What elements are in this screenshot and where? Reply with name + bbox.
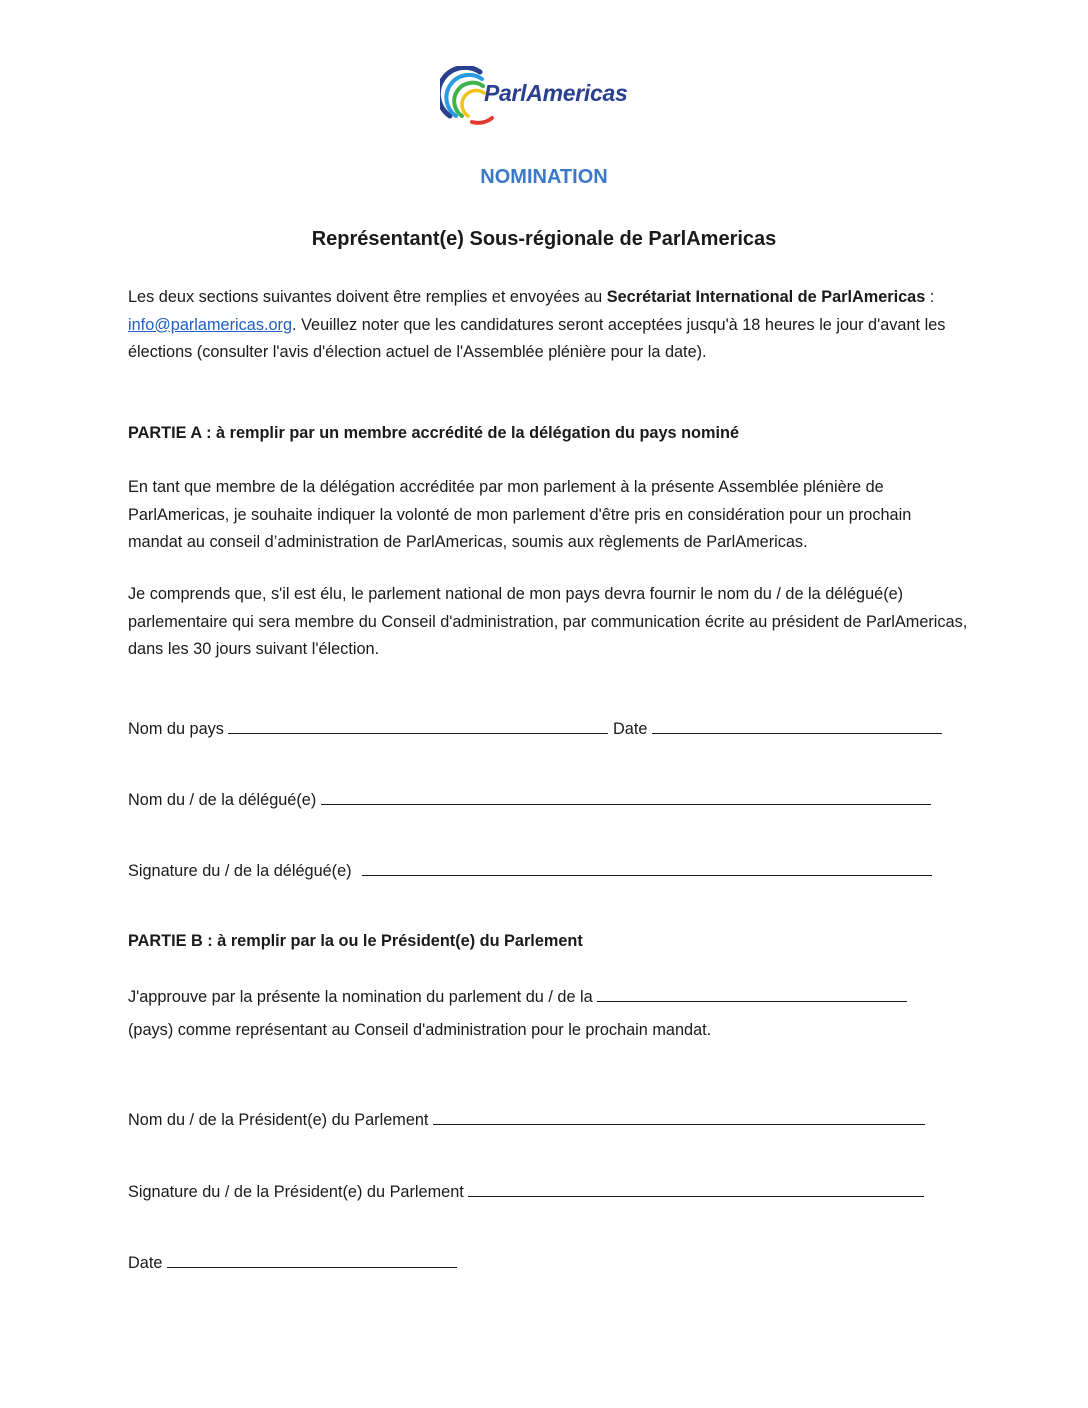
president-signature-row xyxy=(128,1180,924,1202)
date-row-b xyxy=(128,1251,457,1273)
date-field-b[interactable] xyxy=(167,1251,457,1268)
approval-row xyxy=(128,985,907,1007)
date-label-b: Date xyxy=(128,1254,163,1272)
country-date-row xyxy=(128,717,942,739)
secretariat-name: Secrétariat International de ParlAmericas xyxy=(606,288,926,306)
intro-paragraph xyxy=(128,284,968,367)
president-name-row xyxy=(128,1108,925,1130)
intro-text-3: . Veuillez noter que les candidatures seront acceptées jusqu'à 18 heures le jour d'avant les élections (consulter l'avis d'élection actuel de l'Assemblée plénière pour la date). xyxy=(128,315,946,361)
president-name-label: Nom du / de la Président(e) du Parlement xyxy=(128,1111,429,1129)
country-field[interactable] xyxy=(228,717,608,734)
president-name-field[interactable] xyxy=(433,1108,925,1125)
email-link[interactable]: info@parlamericas.org xyxy=(128,315,293,334)
logo-text: ParlAmericas xyxy=(484,80,628,106)
president-signature-label: Signature du / de la Président(e) du Parlement xyxy=(128,1183,464,1201)
page-subtitle: Représentant(e) Sous-régionale de ParlAmericas xyxy=(311,228,777,250)
intro-text-1: Les deux sections suivantes doivent être remplies et envoyées au xyxy=(128,288,607,306)
intro-text-2: : xyxy=(925,288,935,306)
delegate-signature-row xyxy=(128,859,932,881)
delegate-name-label: Nom du / de la délégué(e) xyxy=(128,791,317,809)
part-b-heading: PARTIE B : à remplir par la ou le Président(e) du Parlement xyxy=(128,932,583,950)
date-label-a: Date xyxy=(613,720,648,738)
president-signature-field[interactable] xyxy=(468,1180,924,1197)
part-a-heading: PARTIE A : à remplir par un membre accrédité de la délégation du pays nominé xyxy=(128,424,739,442)
approval-text-2: (pays) comme représentant au Conseil d'administration pour le prochain mandat. xyxy=(128,1021,712,1039)
part-a-paragraph-1: En tant que membre de la délégation accréditée par mon parlement à la présente Assemblée plénière de ParlAmericas, je souhaite indiquer la volonté de mon parlement d'être pris en considération pour un prochain mandat au conseil d’administration de ParlAmericas, soumis aux règlements de ParlAmericas. xyxy=(128,478,912,551)
part-a-paragraph-2: Je comprends que, s'il est élu, le parlement national de mon pays devra fournir le nom du / de la délégué(e) parlementaire qui sera membre du Conseil d'administration, par communication écrite au président de ParlAmericas, dans les 30 jours suivant l'élection. xyxy=(128,585,968,658)
delegate-name-field[interactable] xyxy=(321,788,931,805)
page-title: NOMINATION xyxy=(480,166,608,188)
delegate-signature-label: Signature du / de la délégué(e) xyxy=(128,862,352,880)
approval-country-field[interactable] xyxy=(597,985,907,1002)
delegate-name-row xyxy=(128,788,931,810)
country-label: Nom du pays xyxy=(128,720,224,738)
parlamericas-logo xyxy=(440,66,660,130)
approval-text: J'approuve par la présente la nomination du parlement du / de la xyxy=(128,988,593,1006)
delegate-signature-field[interactable] xyxy=(362,859,932,876)
date-field-a[interactable] xyxy=(652,717,942,734)
